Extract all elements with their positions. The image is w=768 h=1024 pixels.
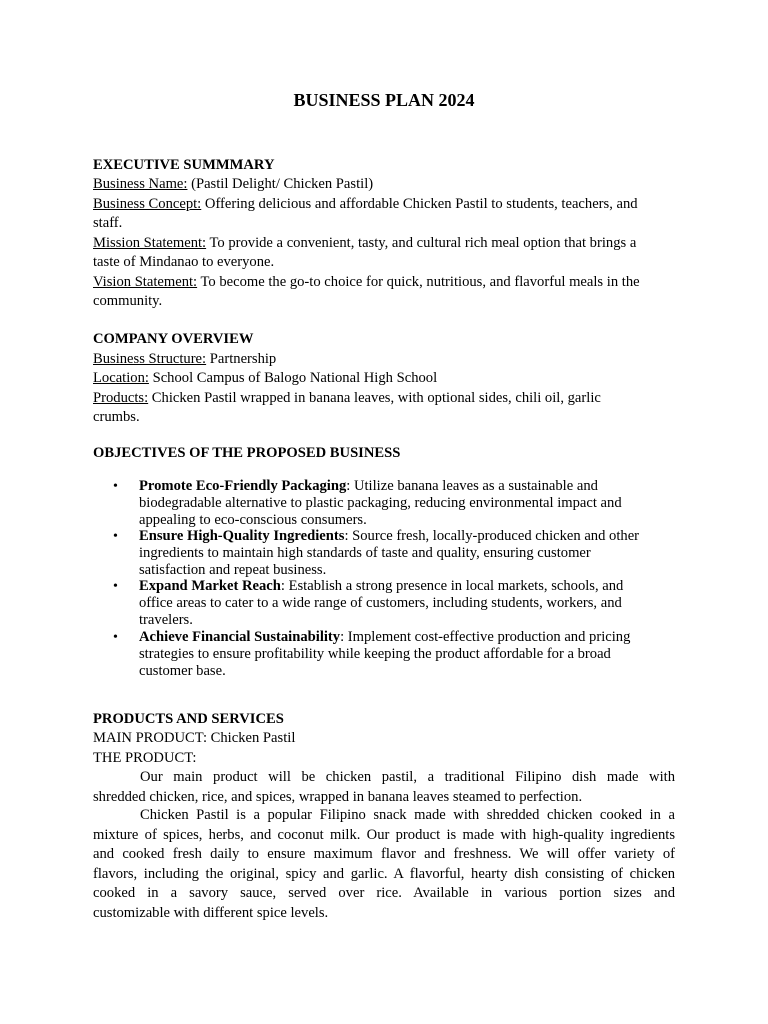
business-structure-value: Partnership [206,350,277,367]
paragraph-2-line-2: mixture of spices, herbs, and coconut milk. Our product is made with high-quality ingredients [93,826,675,843]
objective-3-title: Expand Market Reach [139,578,281,594]
objective-4-text: : Implement cost-effective production and pricing [340,629,631,645]
document-title: BUSINESS PLAN 2024 [293,90,475,110]
business-concept-value: Offering delicious and affordable Chicken Pastil to students, teachers, and [201,195,638,212]
bullet-1: • [113,479,118,494]
business-concept-line [93,195,675,215]
products-value: Chicken Pastil wrapped in banana leaves, with optional sides, chili oil, garlic [148,389,601,406]
objective-1-line-3: appealing to eco-conscious consumers. [139,512,367,528]
objective-4-line-3: customer base. [139,663,226,679]
business-name-label: Business Name: [93,176,188,192]
paragraph-1-line-1: Our main product will be chicken pastil, a traditional Filipino dish made with [140,769,675,785]
objective-2-line-2: ingredients to maintain high standards of taste and quality, ensuring customer [139,545,591,561]
business-name-line [93,175,675,195]
paragraph-1-line-2: shredded chicken, rice, and spices, wrapped in banana leaves steamed to perfection. [93,788,583,805]
objective-4-title: Achieve Financial Sustainability [139,629,341,645]
objective-3-text: : Establish a strong presence in local markets, schools, and [280,578,624,594]
vision-statement-label: Vision Statement: [93,273,198,290]
objective-3-line-3: travelers. [139,612,193,628]
business-concept-label: Business Concept: [93,195,202,212]
products-label: Products: [93,389,149,406]
company-overview-heading: COMPANY OVERVIEW [93,331,254,347]
mission-statement-line-2: taste of Mindanao to everyone. [93,254,275,270]
objective-4-line-1 [139,629,679,646]
bullet-3: • [113,579,118,594]
objective-1-line-2: biodegradable alternative to plastic packaging, reducing environmental impact and [139,495,622,511]
objective-3-line-2: office areas to cater to a wide range of customers, including students, workers, and [139,595,622,611]
objective-2-line-1 [139,528,679,545]
products-services-heading: PRODUCTS AND SERVICES [93,711,284,727]
paragraph-2-line-1: Chicken Pastil is a popular Filipino snack made with shredded chicken cooked in a [140,807,675,823]
mission-statement-value: To provide a convenient, tasty, and cultural rich meal option that brings a [206,234,637,251]
business-concept-line-2: staff. [93,215,123,231]
location-line [93,369,675,389]
objective-1-title: Promote Eco-Friendly Packaging [139,478,347,494]
executive-summary-heading: EXECUTIVE SUMMMARY [93,157,275,173]
objective-2-text: : Source fresh, locally-produced chicken and other [344,528,640,544]
business-structure-label: Business Structure: [93,350,207,367]
main-product-line: MAIN PRODUCT: Chicken Pastil [93,730,296,746]
products-line-2: crumbs. [93,409,140,425]
objective-1-line-1 [139,478,679,495]
objective-1-text: : Utilize banana leaves as a sustainable and [346,478,598,494]
objective-4-line-2: strategies to ensure profitability while keeping the product affordable for a broad [139,646,611,662]
the-product-line: THE PRODUCT: [93,749,197,766]
paragraph-2-line-5: cooked in a savory sauce, served over rice. Available in various portion sizes and [93,885,675,901]
paragraph-2-line-3: and cooked fresh daily to ensure maximum flavor and freshness. We will offer variety of [93,846,675,862]
bullet-4: • [113,630,118,645]
paragraph-2-line-4: flavors, including the original, spicy and garlic. A flavorful, hearty dish consisting of chicken [93,865,675,882]
objectives-heading: OBJECTIVES OF THE PROPOSED BUSINESS [93,445,401,461]
vision-statement-line-2: community. [93,293,163,309]
location-value: School Campus of Balogo National High School [148,370,438,386]
location-label: Location: [93,370,149,386]
vision-statement-line [93,273,675,293]
vision-statement-value: To become the go-to choice for quick, nutritious, and flavorful meals in the [197,273,640,290]
objective-3-line-1 [139,578,679,595]
mission-statement-line [93,234,675,254]
mission-statement-label: Mission Statement: [93,234,207,251]
objective-2-line-3: satisfaction and repeat business. [139,562,327,578]
objective-2-title: Ensure High-Quality Ingredients [139,528,345,544]
paragraph-2-line-6: customizable with different spice levels. [93,904,329,921]
products-line [93,389,675,409]
bullet-2: • [113,529,118,544]
business-name-value: (Pastil Delight/ Chicken Pastil) [187,176,374,192]
business-structure-line [93,350,675,370]
